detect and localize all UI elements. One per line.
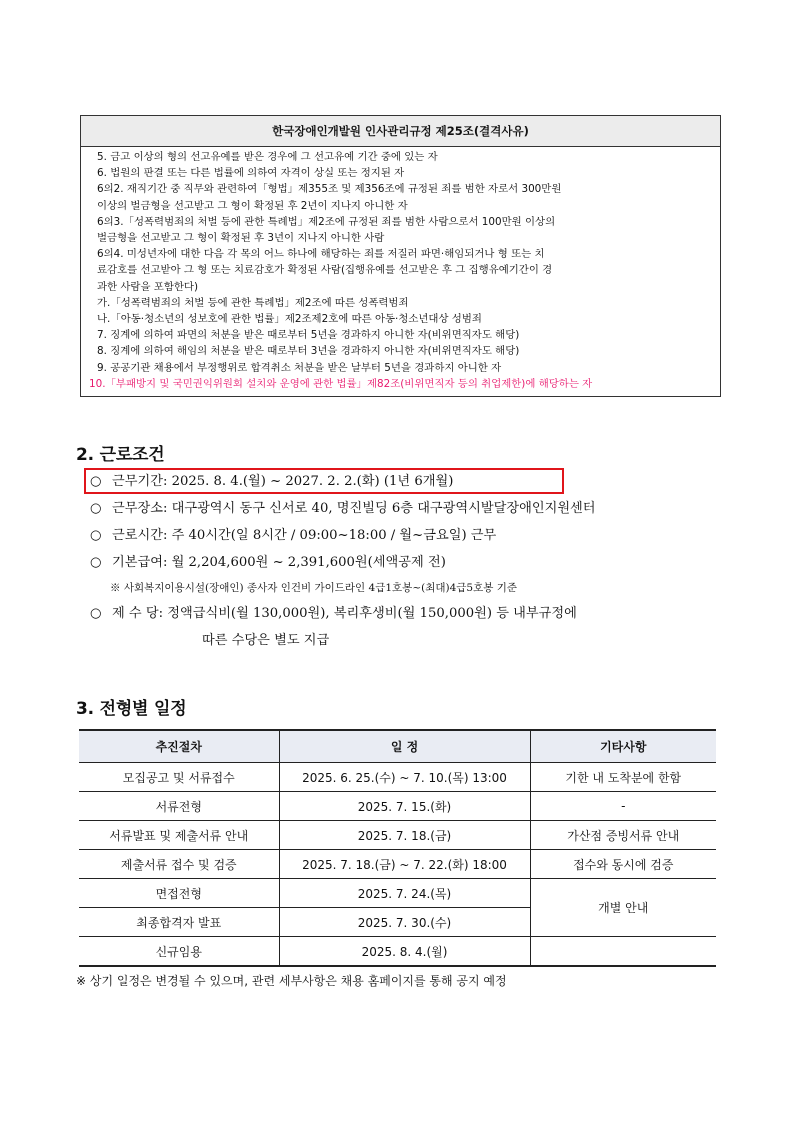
regulation-line: 6. 법원의 판결 또는 다른 법률에 의하여 자격이 상실 또는 정지된 자 [97, 167, 405, 180]
date-cell: 2025. 8. 4.(월) [279, 937, 530, 967]
note-cell: 기한 내 도착분에 한함 [530, 763, 716, 792]
regulation-line: 료감호를 선고받아 그 형 또는 치료감호가 확정된 사람(집행유예를 선고받은 후 그 집행유예기간이 경 [97, 264, 553, 277]
regulation-line: 과한 사람을 포함한다) [97, 280, 198, 293]
column-header-date: 일 정 [279, 730, 530, 763]
condition-period-text: 근무기간: 2025. 8. 4.(월) ~ 2027. 2. 2.(화) (1년 6개월) [112, 474, 454, 489]
regulation-line: 벌금형을 선고받고 그 형이 확정된 후 3년이 지나지 아니한 사람 [97, 232, 385, 245]
condition-allowance [90, 600, 730, 627]
condition-salary [90, 549, 730, 576]
note-cell: - [530, 792, 716, 821]
circle-bullet-icon: ○ [90, 501, 102, 516]
condition-salary-text: 기본급여: 월 2,204,600원 ~ 2,391,600원(세액공제 전) [112, 555, 446, 570]
condition-allowance-text: 제 수 당: 정액급식비(월 130,000원), 복리후생비(월 150,000원) 등 내부규정에 [112, 606, 577, 621]
regulation-line: 5. 금고 이상의 형의 선고유예를 받은 경우에 그 선고유예 기간 중에 있는 자 [97, 151, 438, 163]
table-row [79, 879, 716, 908]
note-cell: 개별 안내 [530, 879, 716, 937]
section-title-schedule: 3. 전형별 일정 [76, 699, 187, 719]
circle-bullet-icon: ○ [90, 555, 102, 570]
date-cell: 2025. 7. 18.(금) [279, 821, 530, 850]
regulation-line: 가.「성폭력범죄의 처벌 등에 관한 특례법」제2조에 따른 성폭력범죄 [97, 296, 409, 309]
schedule-table [79, 729, 716, 967]
regulation-line: 6의3.「성폭력범죄의 처벌 등에 관한 특례법」제2조에 규정된 죄를 범한 사람으로서 100만원 이상의 [97, 215, 556, 228]
condition-location [90, 495, 730, 522]
circle-bullet-icon: ○ [90, 528, 102, 543]
regulation-line: 9. 공공기관 채용에서 부정행위로 합격취소 처분을 받은 날부터 5년을 경과하지 아니한 자 [97, 361, 502, 374]
conditions-list [90, 468, 730, 654]
regulation-line: 6의4. 미성년자에 대한 다음 각 목의 어느 하나에 해당하는 죄를 저질러 파면·해임되거나 형 또는 치 [97, 248, 545, 261]
column-header-step: 추진절차 [79, 730, 279, 763]
condition-hours-text: 근로시간: 주 40시간(일 8시간 / 09:00~18:00 / 월~금요일) 근무 [112, 528, 497, 543]
regulation-line: 8. 징계에 의하여 해임의 처분을 받은 때로부터 3년을 경과하지 아니한 자(비위면직자도 해당) [97, 345, 520, 358]
schedule-footnote: ※ 상기 일정은 변경될 수 있으며, 관련 세부사항은 채용 홈페이지를 통해 공지 예정 [76, 974, 507, 988]
date-cell: 2025. 7. 15.(화) [279, 792, 530, 821]
regulation-highlight-line: 10.「부패방지 및 국민권익위원회 설치와 운영에 관한 법률」제82조(비위면직자 등의 취업제한)에 해당하는 자 [89, 377, 593, 390]
step-cell: 서류전형 [79, 792, 279, 821]
step-cell: 제출서류 접수 및 검증 [79, 850, 279, 879]
table-row [79, 763, 716, 792]
step-cell: 신규임용 [79, 937, 279, 967]
date-cell: 2025. 7. 30.(수) [279, 908, 530, 937]
regulation-box [80, 115, 721, 397]
condition-allowance-continued: 따른 수당은 별도 지급 [202, 633, 330, 648]
highlight-box [84, 468, 564, 494]
note-cell: 접수와 동시에 검증 [530, 850, 716, 879]
regulation-line: 이상의 벌금형을 선고받고 그 형이 확정된 후 2년이 지나지 아니한 자 [97, 199, 408, 212]
note-cell: 가산점 증빙서류 안내 [530, 821, 716, 850]
note-cell [530, 937, 716, 967]
table-header-row [79, 730, 716, 763]
step-cell: 모집공고 및 서류접수 [79, 763, 279, 792]
step-cell: 최종합격자 발표 [79, 908, 279, 937]
table-row [79, 937, 716, 967]
salary-note: ※ 사회복지이용시설(장애인) 종사자 인건비 가이드라인 4급1호봉~(최대)4급5호봉 기준 [110, 582, 518, 594]
column-header-note: 기타사항 [530, 730, 716, 763]
regulation-line: 나.「아동·청소년의 성보호에 관한 법률」제2조제2호에 따른 아동·청소년대상 성범죄 [97, 313, 482, 326]
regulation-line: 6의2. 재직기간 중 직무와 관련하여「형법」제355조 및 제356조에 규정된 죄를 범한 자로서 300만원 [97, 183, 562, 196]
regulation-body [81, 147, 720, 396]
regulation-title: 한국장애인개발원 인사관리규정 제25조(결격사유) [81, 116, 720, 147]
step-cell: 서류발표 및 제출서류 안내 [79, 821, 279, 850]
circle-bullet-icon: ○ [90, 474, 102, 489]
step-cell: 면접전형 [79, 879, 279, 908]
table-row [79, 850, 716, 879]
condition-period [90, 468, 730, 495]
condition-hours [90, 522, 730, 549]
date-cell: 2025. 7. 18.(금) ~ 7. 22.(화) 18:00 [279, 850, 530, 879]
table-row [79, 821, 716, 850]
regulation-line: 7. 징계에 의하여 파면의 처분을 받은 때로부터 5년을 경과하지 아니한 자(비위면직자도 해당) [97, 329, 520, 342]
circle-bullet-icon: ○ [90, 606, 102, 621]
table-row [79, 792, 716, 821]
date-cell: 2025. 7. 24.(목) [279, 879, 530, 908]
section-title-conditions: 2. 근로조건 [76, 445, 165, 465]
condition-location-text: 근무장소: 대구광역시 동구 신서로 40, 명진빌딩 6층 대구광역시발달장애인지원센터 [112, 501, 596, 516]
date-cell: 2025. 6. 25.(수) ~ 7. 10.(목) 13:00 [279, 763, 530, 792]
